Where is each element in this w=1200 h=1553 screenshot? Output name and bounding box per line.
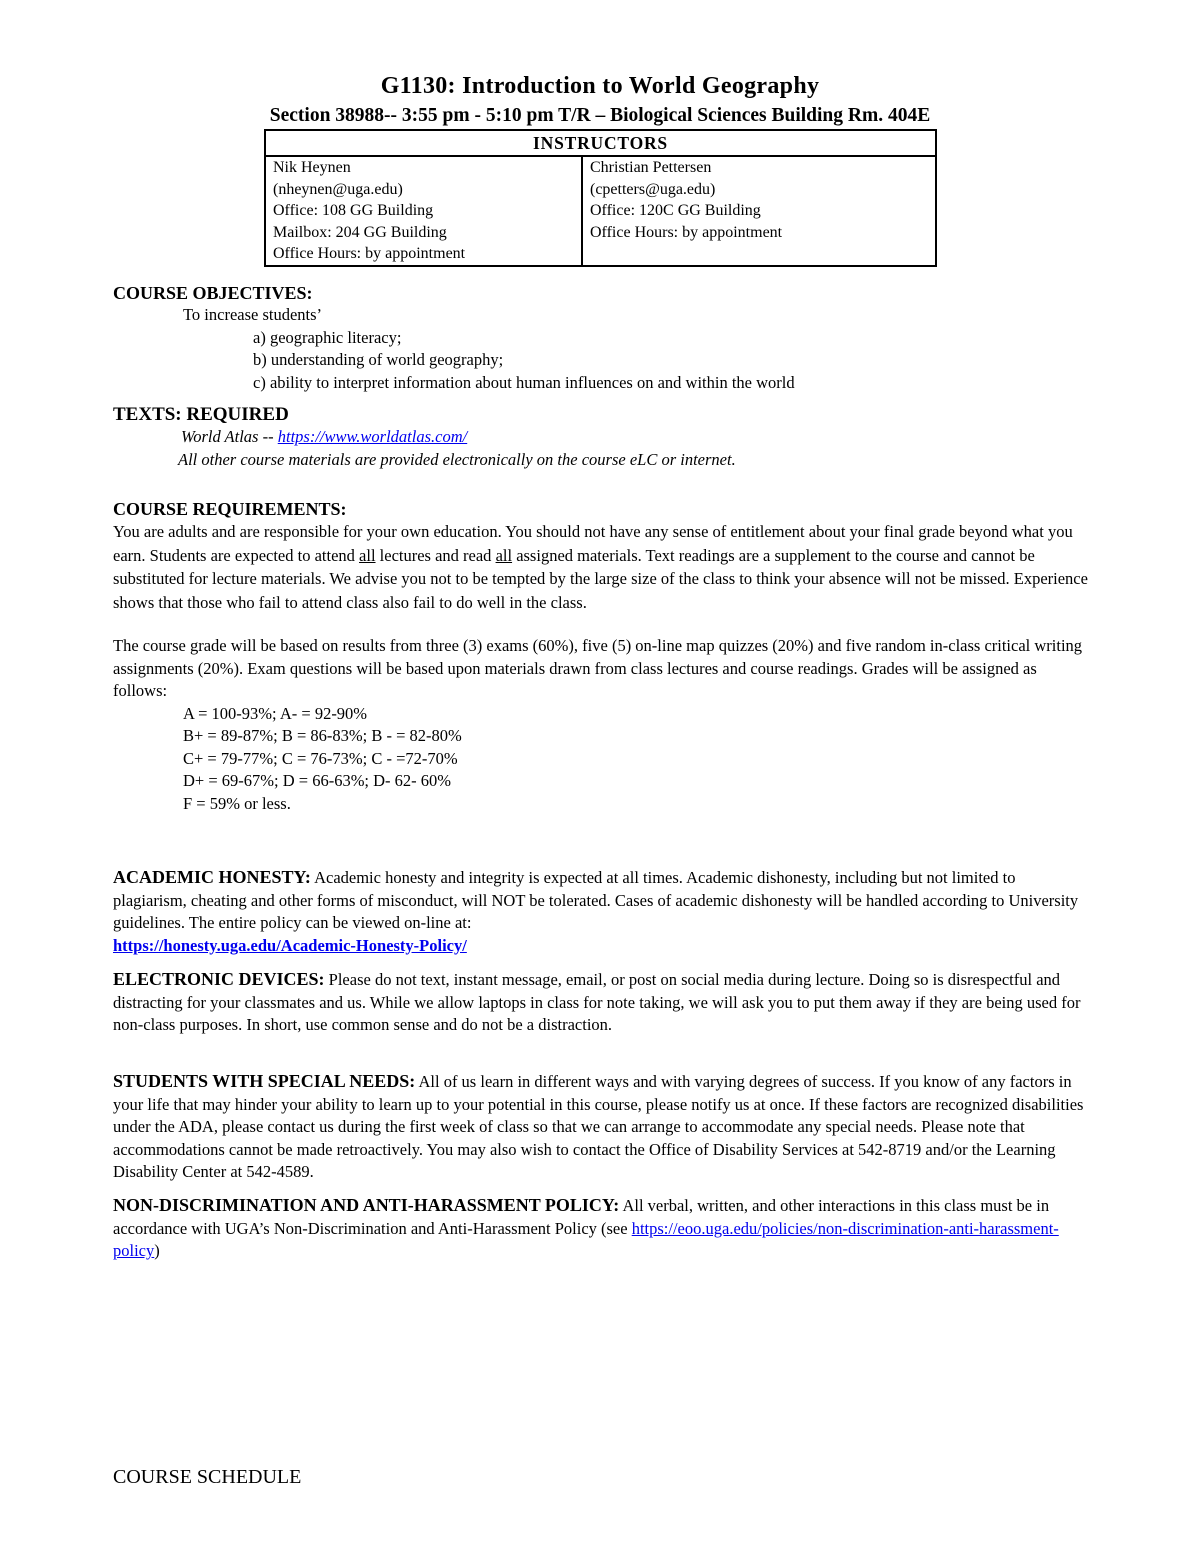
- instructor-office: Office: 120C GG Building: [590, 202, 761, 219]
- grade-scale-item: C+ = 79-77%; C = 76-73%; C - =72-70%: [183, 748, 458, 768]
- instructors-table: [264, 129, 937, 267]
- requirements-section: [113, 498, 1088, 815]
- grade-scale-item: B+ = 89-87%; B = 86-83%; B - = 82-80%: [183, 726, 462, 745]
- section-info: Section 38988-- 3:55 pm - 5:10 pm T/R – Biological Sciences Building Rm. 404E: [269, 105, 931, 126]
- honesty-policy-link[interactable]: https://honesty.uga.edu/Academic-Honesty-Policy/: [113, 935, 467, 955]
- objective-item: b) understanding of world geography;: [253, 350, 504, 369]
- instructor-office-hours: Office Hours: by appointment: [273, 245, 466, 262]
- honesty-text: Academic honesty and integrity is expected at all times. Academic dishonesty, including but not limited to plagiarism, cheating and other forms of misconduct, will NOT be tolerated. Cases of academic dishonesty will be handled according to University guidelines. The entire policy can be viewed on-line at:: [113, 868, 1079, 932]
- instructor-email: (nheynen@uga.edu): [273, 180, 403, 198]
- grade-scale-item: A = 100-93%; A- = 92-90%: [183, 703, 368, 723]
- other-materials: All other course materials are provided electronically on the course eLC or internet.: [178, 449, 736, 469]
- texts-section: [113, 404, 1088, 471]
- instructors-header: INSTRUCTORS: [265, 130, 936, 156]
- emphasis-all: all: [359, 545, 376, 565]
- objectives-section: [113, 282, 1088, 394]
- instructor-mailbox: Mailbox: 204 GG Building: [273, 223, 447, 241]
- honesty-section: [113, 866, 1088, 957]
- atlas-label: World Atlas --: [181, 427, 278, 446]
- requirements-heading: COURSE REQUIREMENTS:: [113, 499, 347, 519]
- devices-heading: ELECTRONIC DEVICES:: [113, 969, 325, 989]
- instructor-office: Office: 108 GG Building: [273, 202, 434, 219]
- atlas-line: [113, 426, 1088, 449]
- instructor-pettersen: [582, 156, 936, 266]
- nondiscrimination-section: [113, 1194, 1088, 1263]
- instructor-name: Christian Pettersen: [590, 159, 712, 176]
- instructor-name: Nik Heynen: [273, 159, 351, 176]
- objectives-intro: To increase students’: [183, 305, 323, 324]
- requirements-paragraph-2: The course grade will be based on results from three (3) exams (60%), five (5) on-line map quizzes (20%) and five random in-class critical writing assignments (20%). Exam questions will be based upon materials drawn from class lectures and course readings. Grades will be assigned as follows:: [113, 636, 1083, 700]
- texts-heading: TEXTS: REQUIRED: [113, 404, 289, 425]
- grade-scale-item: F = 59% or less.: [183, 793, 291, 813]
- instructor-office-hours: Office Hours: by appointment: [590, 223, 783, 241]
- atlas-link[interactable]: https://www.worldatlas.com/: [277, 427, 468, 446]
- nondiscrimination-policy-link[interactable]: https://eoo.uga.edu/policies/non-discrimination-anti-harassment-policy: [113, 1218, 1059, 1260]
- special-needs-section: [113, 1070, 1088, 1184]
- text-run: assigned materials. Text readings are a supplement to the course and cannot be substituted for lecture materials. We advise you not to be tempted by the large size of the class to think your absence will not be missed. Experience shows that those who fail to attend class also fail to do well in the class.: [113, 545, 1088, 612]
- emphasis-all: all: [495, 545, 513, 565]
- devices-section: [113, 968, 1088, 1037]
- grade-scale-item: D+ = 69-67%; D = 66-63%; D- 62- 60%: [183, 771, 452, 790]
- requirements-paragraph-1: [113, 520, 1088, 614]
- schedule-heading: COURSE SCHEDULE: [113, 1466, 302, 1488]
- objective-item: a) geographic literacy;: [253, 327, 402, 347]
- nondiscrimination-heading: NON-DISCRIMINATION AND ANTI-HARASSMENT POLICY:: [113, 1195, 620, 1215]
- special-needs-heading: STUDENTS WITH SPECIAL NEEDS:: [113, 1071, 416, 1091]
- objective-item: c) ability to interpret information about human influences on and within the world: [253, 372, 795, 392]
- special-needs-text: All of us learn in different ways and with varying degrees of success. If you know of any factors in your life that may hinder your ability to learn up to your potential in this course, please notify us at once. If these factors are recognized disabilities under the ADA, please contact us during the first week of class so that we can arrange to accommodate any special needs. Please note that accommodations cannot be made retroactively. You may also wish to contact the Office of Disability Services at 542-8719 and/or the Learning Disability Center at 542-4589.: [113, 1072, 1084, 1181]
- objectives-heading: COURSE OBJECTIVES:: [113, 283, 313, 303]
- honesty-heading: ACADEMIC HONESTY:: [113, 867, 311, 887]
- text-run: You are adults and are responsible for your own education. You should not have any sense of entitlement about your final grade beyond what you earn. Students are expected to attend: [113, 522, 1073, 565]
- document-title: G1130: Introduction to World Geography: [380, 73, 820, 99]
- text-run: lectures and read: [375, 545, 496, 565]
- text-run: ): [154, 1241, 160, 1260]
- instructor-heynen: [265, 156, 582, 266]
- devices-text: Please do not text, instant message, email, or post on social media during lecture. Doing so is disrespectful and distracting for your classmates and us. While we allow laptops in class for note taking, we will ask you to put them away if they are being used for non-class purposes. In short, use common sense and do not be a distraction.: [113, 970, 1081, 1034]
- nondiscrimination-text: All verbal, written, and other interactions in this class must be in accordance with UGA’s Non-Discrimination and Anti-Harassment Policy (see: [113, 1196, 1050, 1238]
- instructor-email: (cpetters@uga.edu): [590, 180, 716, 198]
